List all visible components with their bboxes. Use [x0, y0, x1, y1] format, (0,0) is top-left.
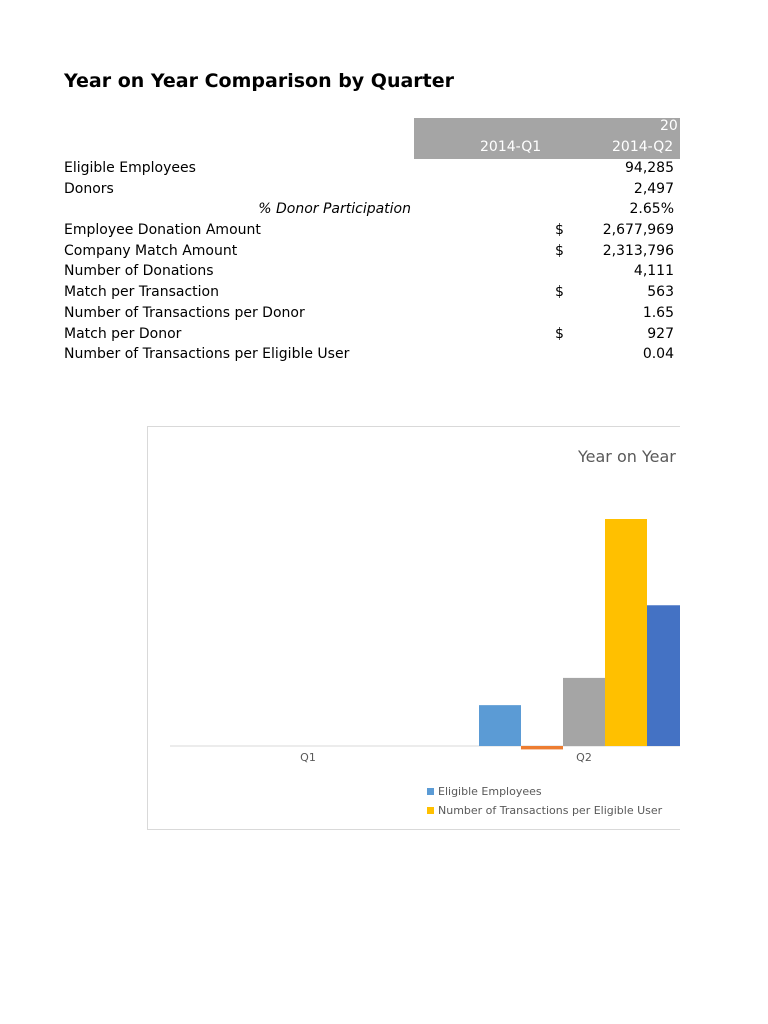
row-value: 94,285	[625, 160, 674, 176]
x-tick-label: Q2	[576, 751, 592, 764]
chart-area[interactable]	[147, 426, 680, 830]
row-label: % Donor Participation	[258, 201, 411, 218]
bar	[563, 678, 605, 746]
row-value: 0.04	[642, 346, 674, 363]
quarter-header-q2: 2014-Q2	[612, 139, 674, 155]
bar	[647, 605, 680, 746]
legend-label: Number of Transactions per Eligible User	[438, 804, 663, 817]
page-title: Year on Year Comparison by Quarter	[64, 70, 455, 92]
year-header: 20	[660, 118, 678, 134]
row-label: Match per Donor	[64, 325, 182, 342]
row-label: Eligible Employees	[64, 160, 196, 176]
row-label: Employee Donation Amount	[64, 222, 261, 239]
row-label: Company Match Amount	[64, 242, 238, 259]
quarter-header-q1: 2014-Q1	[480, 139, 542, 155]
currency-symbol: $	[555, 222, 564, 239]
row-value: 2.65%	[629, 201, 674, 218]
table-row	[0, 344, 680, 365]
currency-symbol: $	[555, 242, 564, 259]
bar	[521, 746, 563, 749]
bar-chart	[148, 427, 680, 829]
table-row	[0, 241, 680, 262]
row-value: 2,677,969	[602, 222, 674, 239]
currency-symbol: $	[555, 284, 564, 301]
legend-swatch	[427, 807, 434, 814]
table-row	[0, 282, 680, 303]
bar	[605, 519, 647, 746]
row-label: Match per Transaction	[64, 284, 219, 301]
table-row	[0, 261, 680, 282]
table-row	[0, 303, 680, 324]
row-value: 927	[647, 325, 674, 342]
bar	[479, 705, 521, 746]
table-row	[0, 324, 680, 345]
table-row	[0, 220, 680, 241]
x-tick-label: Q1	[300, 751, 316, 764]
table-row	[0, 158, 680, 179]
currency-symbol: $	[555, 325, 564, 342]
row-label: Number of Transactions per Donor	[64, 304, 305, 321]
row-label: Donors	[64, 180, 114, 197]
chart-frame	[147, 426, 680, 830]
table-row	[0, 199, 680, 220]
legend-label: Eligible Employees	[438, 785, 542, 798]
data-table	[0, 158, 680, 365]
row-value: 563	[647, 284, 674, 301]
row-value: 2,313,796	[602, 242, 674, 259]
row-value: 4,111	[633, 263, 674, 280]
row-value: 2,497	[633, 180, 674, 197]
legend-swatch	[427, 788, 434, 795]
chart-title: Year on Year	[578, 447, 676, 466]
row-label: Number of Donations	[64, 263, 214, 280]
row-label: Number of Transactions per Eligible User	[64, 346, 350, 363]
table-row	[0, 179, 680, 200]
row-value: 1.65	[642, 304, 674, 321]
